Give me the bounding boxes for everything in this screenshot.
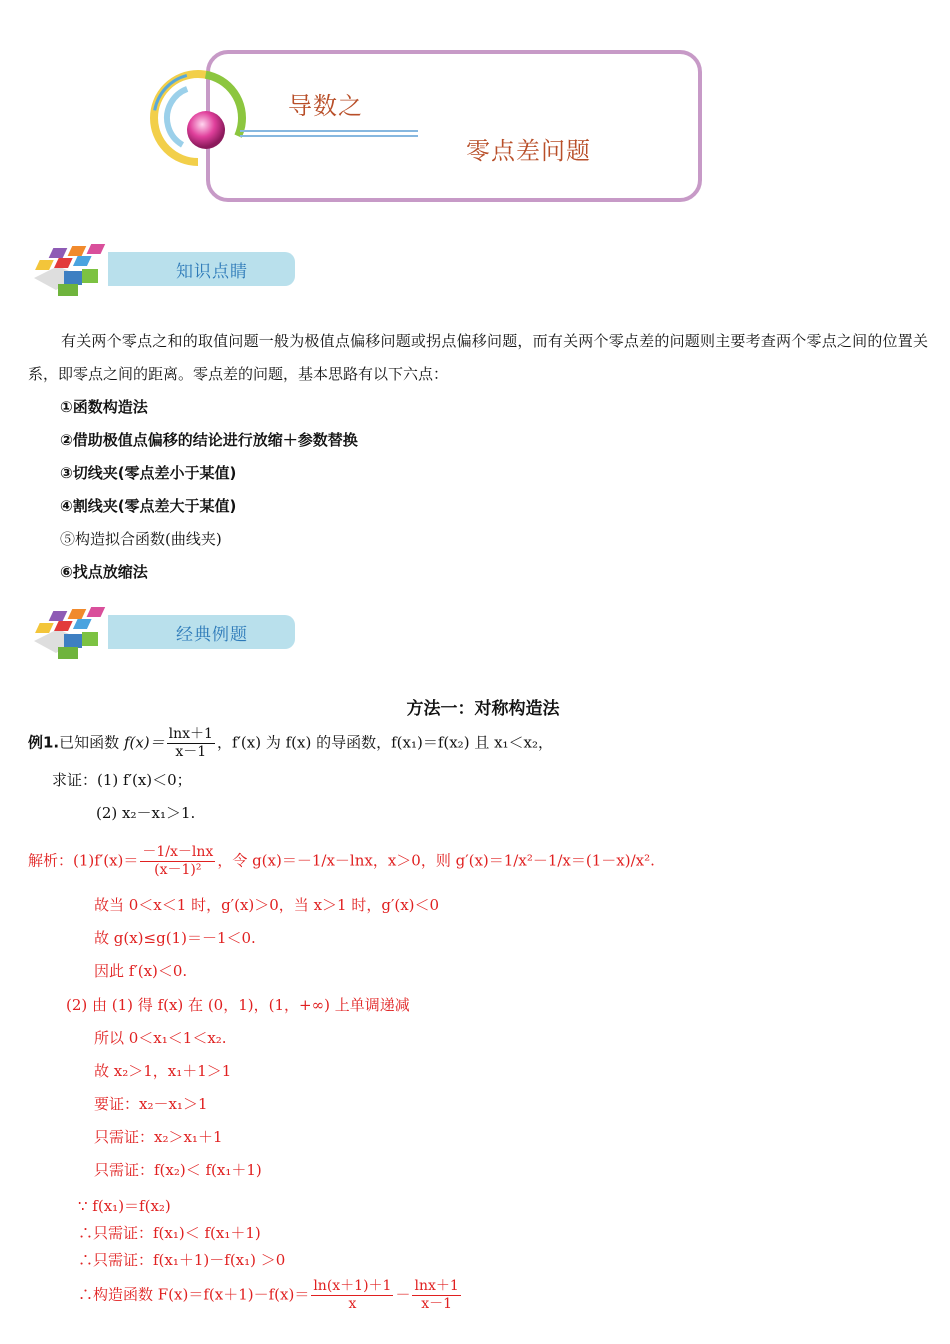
example-statement <box>28 726 553 761</box>
list-item: ②借助极值点偏移的结论进行放缩＋参数替换 <box>60 431 358 449</box>
cubes-icon <box>28 238 128 304</box>
tab-label: 知识点睛 <box>176 262 248 282</box>
solution-line: (2) 由 (1) 得 f(x) 在 (0，1)，(1，+∞) 上单调递减 <box>66 996 410 1014</box>
fraction-numerator: －1/x－lnx <box>142 844 214 860</box>
list-item: ④割线夹(零点差大于某值) <box>60 497 237 515</box>
title-banner <box>0 0 950 215</box>
banner-title-part1: 导数之 <box>288 92 363 120</box>
list-item: ③切线夹(零点差小于某值) <box>60 464 237 482</box>
fraction-denominator: x <box>348 1296 357 1312</box>
solution-block <box>94 889 439 988</box>
solution-block <box>78 1193 285 1274</box>
fraction-denominator: x－1 <box>421 1296 453 1312</box>
list-item: ⑥找点放缩法 <box>60 563 148 581</box>
solution-line: ∵ f(x₁)＝f(x₂) <box>78 1197 171 1215</box>
example-part2: (2) x₂－x₁＞1. <box>96 804 196 822</box>
example-fraction <box>167 726 215 761</box>
example-prove: 求证：(1) f′(x)＜0； <box>52 771 192 789</box>
solution-line: 要证：x₂－x₁＞1 <box>94 1095 208 1113</box>
solution-line: 故 x₂＞1，x₁＋1＞1 <box>94 1062 232 1080</box>
solution-label: 解析： <box>28 851 74 870</box>
banner-rule <box>240 135 418 137</box>
example-fx: f(x)＝ <box>123 733 165 752</box>
solution-text: ∴构造函数 F(x)＝f(x＋1)－f(x)＝ <box>78 1285 310 1304</box>
section-tab-examples <box>28 601 268 671</box>
example-given-prefix: 已知函数 <box>59 733 120 752</box>
section-tab-knowledge <box>28 238 268 308</box>
solution-line: ∴只需证：f(x₁＋1)－f(x₁) ＞0 <box>78 1251 286 1269</box>
example-label: 例1. <box>28 733 60 752</box>
method-title: 方法一：对称构造法 <box>406 699 560 719</box>
solution-line-final <box>78 1278 463 1313</box>
solution-line: 只需证：x₂＞x₁＋1 <box>94 1128 223 1146</box>
intro-text: 有关两个零点之和的取值问题一般为极值点偏移问题或拐点偏移问题，而有关两个零点差的问题则主要考查两个零点之间的位置关系，即零点之间的距离。零点差的问题，基本思路有以下六点： <box>28 332 928 383</box>
cubes-icon <box>28 601 128 667</box>
solution-text: (1)f′(x)＝ <box>73 851 139 870</box>
intro-paragraph <box>28 325 928 391</box>
solution-fraction <box>311 1278 393 1313</box>
banner-frame <box>206 50 702 202</box>
list-item: ⑤构造拟合函数(曲线夹) <box>60 530 222 548</box>
solution-line: 只需证：f(x₂)＜ f(x₁＋1) <box>94 1161 262 1179</box>
tab-label: 经典例题 <box>176 625 248 645</box>
solution-fraction <box>140 844 215 879</box>
minus-sign: － <box>395 1285 411 1304</box>
banner-rule <box>240 130 418 132</box>
banner-title-part2: 零点差问题 <box>466 137 591 165</box>
solution-text: ，令 g(x)＝－1/x－lnx，x＞0，则 g′(x)＝1/x²－1/x＝(1－x)/x². <box>217 851 655 870</box>
list-item: ①函数构造法 <box>60 398 148 416</box>
solution-line: 故当 0＜x＜1 时，g′(x)＞0，当 x＞1 时，g′(x)＜0 <box>94 896 440 914</box>
fraction-numerator: lnx＋1 <box>168 726 213 742</box>
banner-ring-icon <box>148 68 248 168</box>
solution-fraction <box>412 1278 460 1313</box>
fraction-numerator: lnx＋1 <box>414 1278 459 1294</box>
solution-line: 因此 f′(x)＜0. <box>94 962 188 980</box>
solution-line-1 <box>28 844 655 879</box>
solution-line: 故 g(x)≤g(1)＝－1＜0. <box>94 929 256 947</box>
example-given-rest: ，f′(x) 为 f(x) 的导函数，f(x₁)＝f(x₂) 且 x₁＜x₂， <box>216 733 554 752</box>
fraction-denominator: x－1 <box>175 744 207 760</box>
solution-line: 所以 0＜x₁＜1＜x₂. <box>94 1029 227 1047</box>
solution-block <box>94 1022 262 1187</box>
method-list <box>60 391 358 589</box>
fraction-denominator: (x－1)² <box>154 862 202 878</box>
fraction-numerator: ln(x＋1)＋1 <box>313 1278 392 1294</box>
solution-line: ∴只需证：f(x₁)＜ f(x₁＋1) <box>78 1224 261 1242</box>
